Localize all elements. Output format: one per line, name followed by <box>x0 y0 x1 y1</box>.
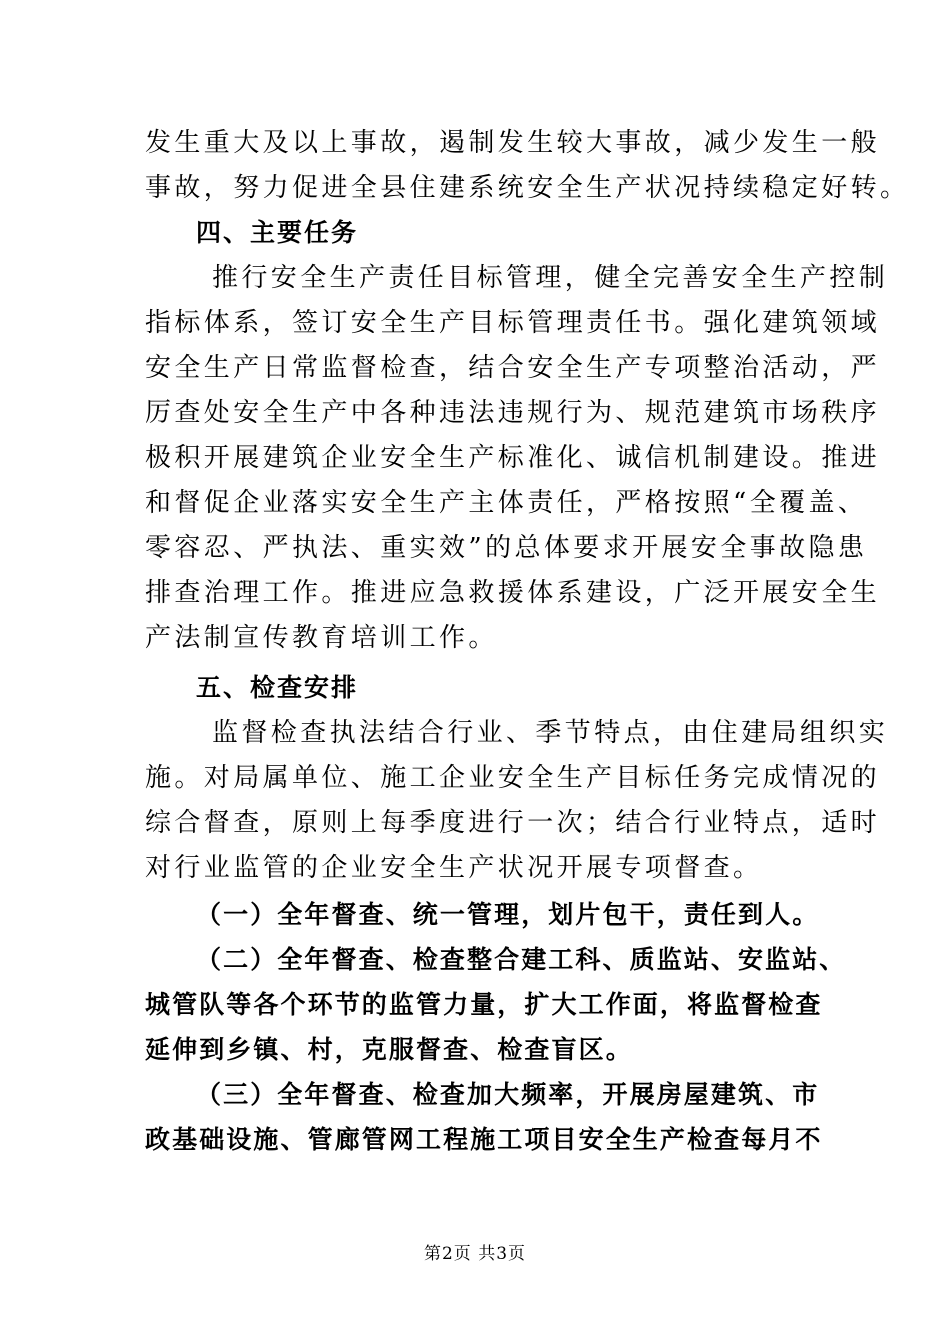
list-item-2-cont: 延伸到乡镇、村，克服督查、检查盲区。 <box>145 1035 633 1064</box>
list-item-3: （三）全年督查、检查加大频率，开展房屋建筑、市 <box>196 1080 820 1109</box>
body-text-line: 排查治理工作。推进应急救援体系建设，广泛开展安全生 <box>145 578 881 608</box>
section-heading-main-tasks: 四、主要任务 <box>196 218 359 247</box>
list-item-2: （二）全年督查、检查整合建工科、质监站、安监站、 <box>196 945 847 974</box>
body-text-line: 指标体系，签订安全生产目标管理责任书。强化建筑领域 <box>145 308 881 338</box>
body-text-line: 零容忍、严执法、重实效”的总体要求开展安全事故隐患 <box>145 533 868 563</box>
section-heading-inspection: 五、检查安排 <box>196 673 359 702</box>
body-text-line: 监督检查执法结合行业、季节特点，由住建局组织实 <box>212 718 889 748</box>
body-text-line: 极积开展建筑企业安全生产标准化、诚信机制建设。推进 <box>145 443 881 473</box>
page-footer: 第2页 共3页 <box>423 1244 527 1264</box>
body-text-line: 和督促企业落实安全生产主体责任，严格按照“全覆盖、 <box>145 488 868 518</box>
body-text-line: 综合督查，原则上每季度进行一次；结合行业特点，适时 <box>145 808 881 838</box>
body-text-line: 事故，努力促进全县住建系统安全生产状况持续稳定好转。 <box>145 173 910 203</box>
body-text-line: 施。对局属单位、施工企业安全生产目标任务完成情况的 <box>145 763 881 793</box>
body-text-line: 发生重大及以上事故，遏制发生较大事故，减少发生一般 <box>145 128 881 158</box>
body-text-line: 对行业监管的企业安全生产状况开展专项督查。 <box>145 853 763 883</box>
body-text-line: 安全生产日常监督检查，结合安全生产专项整治活动，严 <box>145 353 881 383</box>
list-item-1: （一）全年督查、统一管理，划片包干，责任到人。 <box>196 900 820 929</box>
body-text-line: 厉查处安全生产中各种违法违规行为、规范建筑市场秩序 <box>145 398 881 428</box>
body-text-line: 推行安全生产责任目标管理，健全完善安全生产控制 <box>212 263 889 293</box>
list-item-2-cont: 城管队等各个环节的监管力量，扩大工作面，将监督检查 <box>145 990 823 1019</box>
body-text-line: 产法制宣传教育培训工作。 <box>145 623 498 653</box>
list-item-3-cont: 政基础设施、管廊管网工程施工项目安全生产检查每月不 <box>145 1125 823 1154</box>
